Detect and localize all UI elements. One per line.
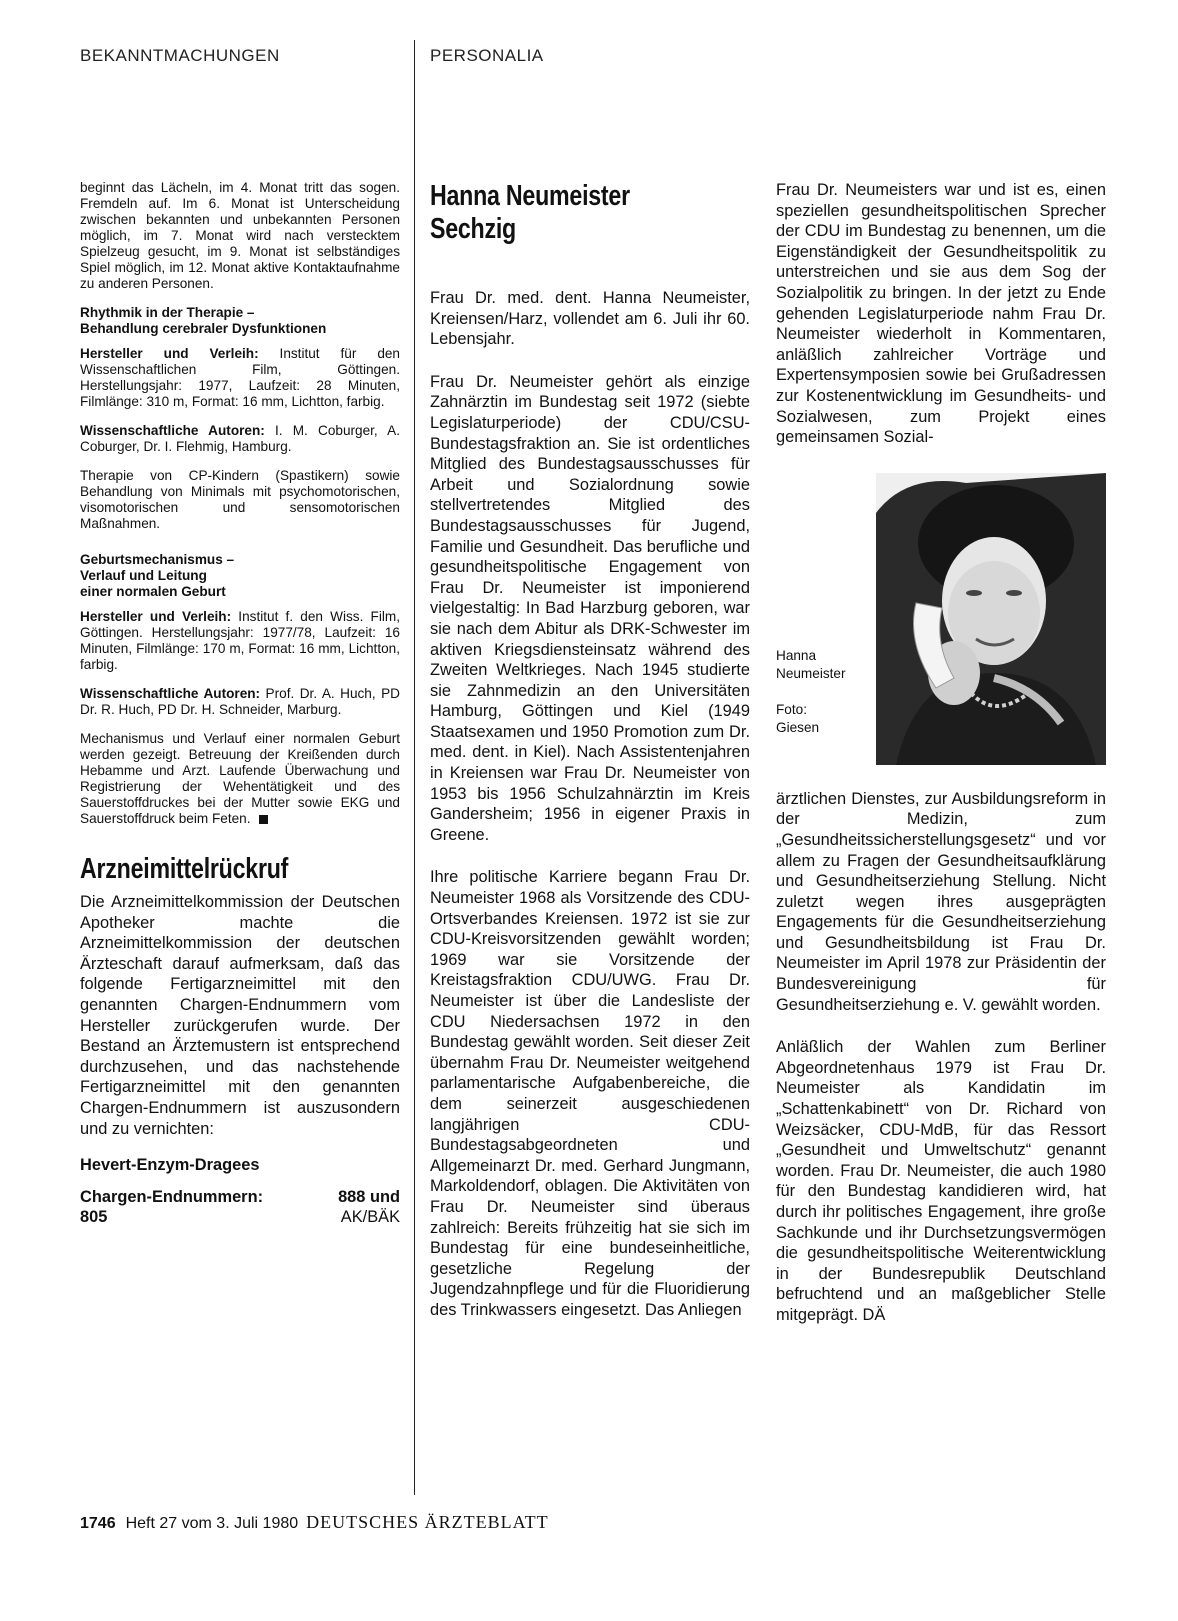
recall-notice <box>80 853 400 1227</box>
film-description: Mechanismus und Verlauf einer normalen Geburt werden gezeigt. Betreuung der Kreißenden durch Hebamme und Arzt. Laufende Überwachung und Registrierung der Wehentätigkeit und des Sauerstoffdruckes bei der Mutter sowie EKG und Sauerstoffdruck beim Feten. <box>80 731 400 826</box>
article-headline: Hanna Neumeister Sechzig <box>430 180 630 245</box>
article-lead: Frau Dr. med. dent. Hanna Neumeister, Kreiensen/Harz, vollendet am 6. Juli ihr 60. Lebensjahr. <box>430 289 750 349</box>
section-heading-personalia: PERSONALIA <box>430 46 544 65</box>
recall-signature: AK/BÄK <box>340 1208 400 1227</box>
portrait-block <box>776 461 1106 781</box>
article-paragraph: Anläßlich der Wahlen zum Berliner Abgeordnetenhaus 1979 ist Frau Dr. Neumeister als Kandidatin im „Schattenkabinett“ von Dr. Richard von Weizsäcker, CDU-MdB, für das Ressort „Gesundheit und Umweltschutz“ genannt worden. Frau Dr. Neumeister, die auch 1980 für den Bundestag kandidieren wird, hat durch ihr politisches Engagement, ihre große Sachkunde und ihr Durchsetzungsvermögen die gesundheitspolitische Weiterentwicklung in der Bundesrepublik Deutschland befruchtend und an maßgeblicher Stelle mitgeprägt. DÄ <box>776 1038 1106 1324</box>
product-name: Hevert-Enzym-Dragees <box>80 1156 260 1175</box>
recall-headline: Arzneimittelrückruf <box>80 853 289 885</box>
page-number: 1746 <box>80 1515 116 1532</box>
charge-numbers: Chargen-Endnummern: 888 und 805 AK/BÄK <box>80 1188 400 1227</box>
film-entry-rhythmik <box>80 305 400 532</box>
issue-info: Heft 27 vom 3. Juli 1980 <box>125 1515 299 1532</box>
child-development-text: beginnt das Lächeln, im 4. Monat tritt das sogen. Fremdeln auf. Im 6. Monat ist Unterscheidung zwischen bekannten und unbekannten Personen möglich, im 7. Monat wird nach verstecktem Spielzeug gesucht, im 9. Monat ist selbständiges Spiel möglich, im 12. Monat aktive Kontaktaufnahme zu anderen Personen. <box>80 180 400 291</box>
article-column-2 <box>776 180 1106 1339</box>
recall-text: Die Arzneimittelkommission der Deutschen Apotheker machte die Arzneimittelkommission der deutschen Ärzteschaft darauf aufmerksam, daß das folgende Fertigarzneimittel mit den genannten Chargen-Endnummern vom Hersteller zurückgerufen wurde. Der Bestand an Ärztemustern ist entsprechend durchzusehen, und das nachstehende Fertigarzneimittel mit den genannten Chargen-Endnummern ist auszusondern und zu vernichten: <box>80 893 400 1138</box>
article-paragraph: Frau Dr. Neumeister gehört als einzige Zahnärztin im Bundestag seit 1972 (siebte Legislaturperiode) der CDU/CSU-Bundestagsfraktion an. Sie ist ordentliches Mitglied des Bundestagsausschusses für Arbeit und Sozialordnung sowie stellvertretendes Mitglied des Bundestagsausschusses für Jugend, Familie und Gesundheit. Das berufliche und gesundheitspolitische Engagement von Frau Dr. Neumeister ist imponierend vielgestaltig: In Bad Harzburg geboren, war sie nach dem Abitur als DRK-Schwester im aktiven Kriegsdiensteinsatz während des Zweiten Weltkrieges. Nach 1945 studierte sie Zahnmedizin an den Universitäten Hamburg, Göttingen und Kiel (1949 Staatsexamen und 1950 Promotion zum Dr. med. dent. in Kiel). Nach Assistentenjahren in Kreiensen war Frau Dr. Neumeister von 1953 bis 1956 Schulzahnärztin im Kreis Gandersheim; 1956 in eigener Praxis in Greene. <box>430 372 750 844</box>
column-divider <box>414 40 415 1495</box>
journal-name: DEUTSCHES ÄRZTEBLATT <box>306 1512 549 1532</box>
portrait-photo <box>876 473 1106 765</box>
film-producer: Hersteller und Verleih: Institut für den Wissenschaftlichen Film, Göttingen. Herstellungsjahr: 1977, Laufzeit: 28 Minuten, Filmlänge: 310 m, Format: 16 mm, Lichtton, farbig. <box>80 346 400 409</box>
film-title: Geburtsmechanismus – Verlauf und Leitung einer normalen Geburt <box>80 552 235 599</box>
film-authors: Wissenschaftliche Autoren: I. M. Coburger, A. Coburger, Dr. I. Flehmig, Hamburg. <box>80 423 400 454</box>
page-footer <box>80 1512 549 1533</box>
film-authors: Wissenschaftliche Autoren: Prof. Dr. A. Huch, PD Dr. R. Huch, PD Dr. H. Schneider, Marburg. <box>80 686 400 717</box>
film-producer: Hersteller und Verleih: Institut f. den Wiss. Film, Göttingen. Herstellungsjahr: 1977/78, Laufzeit: 16 Minuten, Filmlänge: 170 m, Format: 16 mm, Lichtton, farbig. <box>80 609 401 672</box>
section-heading-bekanntmachungen: BEKANNTMACHUNGEN <box>80 46 280 65</box>
article-paragraph: Ihre politische Karriere begann Frau Dr. Neumeister 1968 als Vorsitzende des CDU-Ortsverbandes Kreiensen. 1972 ist sie zur CDU-Kreisvorsitzenden gewählt worden; 1969 war sie Vorsitzende der Kreistagsfraktion CDU/UWG. Frau Dr. Neumeister ist über die Landesliste der CDU Niedersachsen 1972 in den Bundestag gewählt worden. Seit dieser Zeit übernahm Frau Dr. Neumeister weitgehend parlamentarische Aufgabenbereiche, die dem seinerzeit ausgeschiedenen langjährigen CDU-Bundestagsabgeordneten und Allgemeinarzt Dr. med. Gerhard Jungmann, Markoldendorf, oblagen. Die Aktivitäten von Frau Dr. Neumeister sind überaus zahlreich: Bereits frühzeitig hat sie sich im Bundestag für eine bundeseinheitliche, gesetzliche Regelung der Jugendzahnpflege und für die Fluoridierung des Trinkwassers eingesetzt. Das Anliegen <box>430 868 750 1319</box>
end-of-article-mark <box>259 815 268 824</box>
photo-caption: Hanna Neumeister Foto: Giesen <box>776 647 846 735</box>
film-description: Therapie von CP-Kindern (Spastikern) sowie Behandlung von Minimals mit psychomotorischen, visomotorischen und sensomotorischen Maßnahmen. <box>80 468 400 531</box>
announcements-column <box>80 180 400 1227</box>
article-paragraph: ärztlichen Dienstes, zur Ausbildungsreform in der Medizin, zum „Gesundheitssicherstellungsgesetz“ und vor allem zu Fragen der Gesundheitsaufklärung und Gesundheitserziehung Stellung. Nicht zuletzt wegen ihres ausgeprägten Engagements für die Gesundheitserziehung und Gesundheitsbildung ist Frau Dr. Neumeister im April 1978 zur Präsidentin der Bundesvereinigung für Gesundheitserziehung e. V. gewählt worden. <box>776 789 1106 1014</box>
film-entry-geburtsmechanismus <box>80 552 400 827</box>
film-title: Rhythmik in der Therapie – Behandlung cerebraler Dysfunktionen <box>80 305 327 336</box>
article-column-1 <box>430 180 750 1334</box>
article-paragraph: Frau Dr. Neumeisters war und ist es, einen speziellen gesundheitspolitischen Sprecher der CDU im Bundestag zu benennen, um die Eigenständigkeit der Gesundheitspolitik zu unterstreichen und sie aus dem Sog der Sozialpolitik zu bringen. In der jetzt zu Ende gehenden Legislaturperiode nahm Frau Dr. Neumeister wiederholt in Kommentaren, anläßlich zahlreicher Vorträge und Expertensymposien sowie bei Grußadressen zur Kostenentwicklung im Gesundheits- und Sozialwesen, zum Projekt eines gemeinsamen Sozial- <box>776 181 1106 447</box>
